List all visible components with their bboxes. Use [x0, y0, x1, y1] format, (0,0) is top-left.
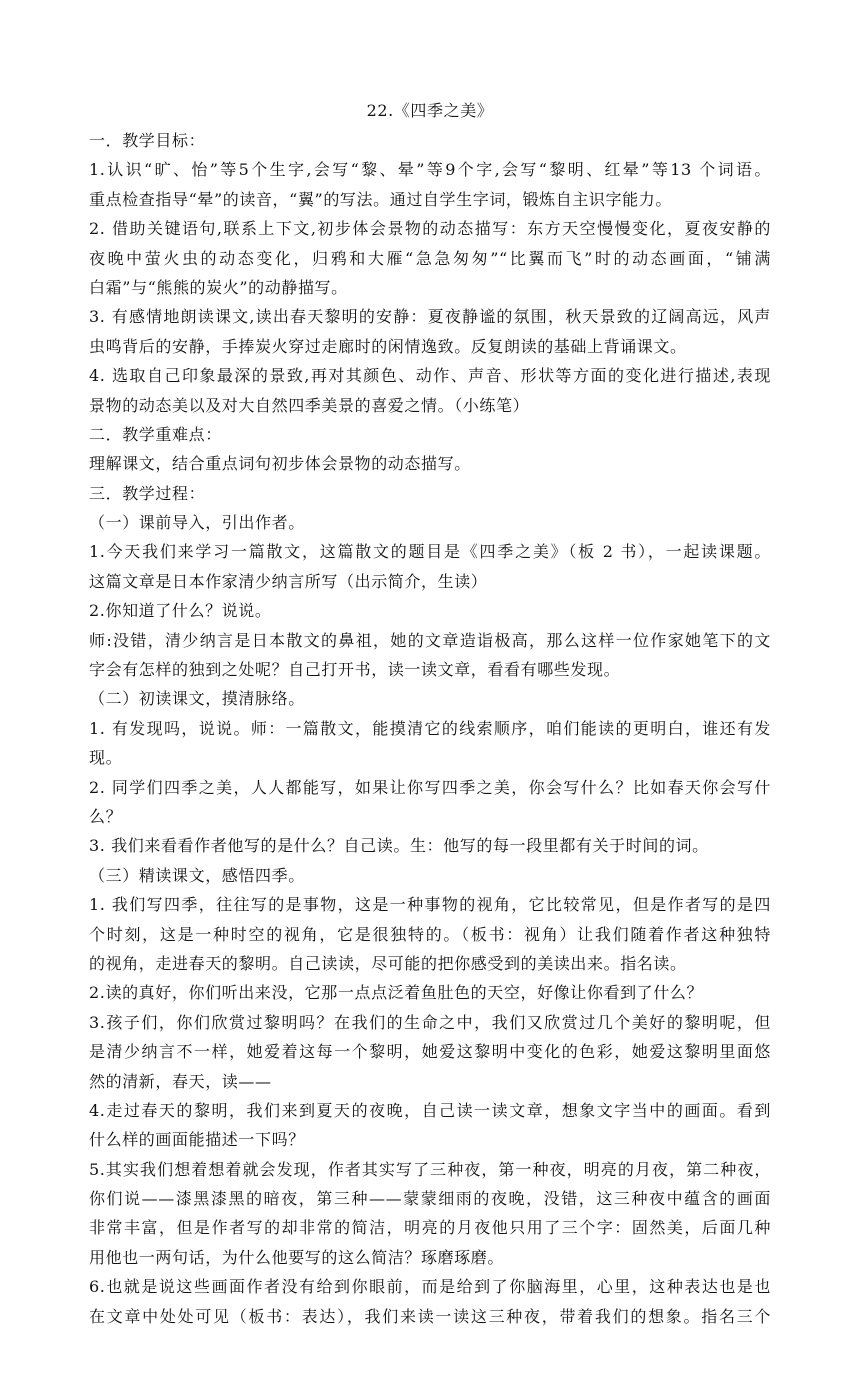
section-heading: 二．教学重难点： — [89, 424, 222, 444]
text-line: 虫鸣背后的安静，手捧炭火穿过走廊时的闲情逸致。反复朗读的基础上背诵课文。 — [89, 336, 687, 356]
text-line: 然的清新，春天，读—— — [89, 1071, 272, 1091]
text-line: 白霜”与“熊熊的炭火”的动静描写。 — [89, 277, 348, 297]
subsection-heading: （二）初读课文，摸清脉络。 — [89, 689, 305, 709]
text-line: 用他也一两句话，为什么他要写的这么简洁？琢磨琢磨。 — [89, 1247, 505, 1267]
text-line: 2.你知道了什么？说说。 — [89, 601, 272, 621]
text-line: 2.读的真好，你们听出来没，它那一点点泛着鱼肚色的天空，好像让你看到了什么？ — [89, 983, 704, 1003]
section-heading: 三．教学过程： — [89, 483, 206, 503]
text-line: 3.孩子们，你们欣赏过黎明吗？在我们的生命之中，我们又欣赏过几个美好的黎明呢，但 — [89, 1012, 771, 1032]
text-line: 夜晚中萤火虫的动态变化，归鸦和大雁“急急匆匆”“比翼而飞”时的动态画面，“铺满 — [89, 248, 771, 268]
text-line: 2. 同学们四季之美，人人都能写，如果让你写四季之美，你会写什么？比如春天你会写什 — [89, 777, 771, 797]
text-line: 师:没错，清少纳言是日本散文的鼻祖，她的文章造诣极高，那么这样一位作家她笔下的文 — [89, 630, 771, 650]
text-line: 3. 我们来看看作者他写的是什么？自己读。生：他写的每一段里都有关于时间的词。 — [89, 836, 709, 856]
text-line: 4.走过春天的黎明，我们来到夏天的夜晚，自己读一读文章，想象文字当中的画面。看到 — [89, 1100, 771, 1120]
text-line: 你们说——漆黑漆黑的暗夜，第三种——蒙蒙细雨的夜晚，没错，这三种夜中蕴含的画面 — [89, 1189, 771, 1209]
text-line: 4. 选取自己印象最深的景致,再对其颜色、动作、声音、形状等方面的变化进行描述,表现 — [89, 366, 771, 386]
text-line: 在文章中处处可见（板书：表达），我们来读一读这三种夜，带着我们的想象。指名三个 — [89, 1306, 771, 1326]
text-line: 这篇文章是日本作家清少纳言所写（出示简介，生读） — [89, 571, 488, 591]
text-line: 2. 借助关键语句,联系上下文,初步体会景物的动态描写：东方天空慢慢变化，夏夜安静的 — [89, 219, 771, 239]
text-line: 个时刻，这是一种时空的视角，它是很独特的。（板书：视角）让我们随着作者这种独特 — [89, 924, 771, 944]
text-line: 5.其实我们想着想着就会发现，作者其实写了三种夜，第一种夜，明亮的月夜，第二种夜， — [89, 1159, 771, 1179]
text-line: 1. 有发现吗，说说。师：一篇散文，能摸清它的线索顺序，咱们能读的更明白，谁还有发 — [89, 718, 771, 738]
text-line: 重点检查指导“晕”的读音，“翼”的写法。通过自学生字词，锻炼自主识字能力。 — [89, 189, 672, 209]
text-line: 现。 — [89, 748, 123, 768]
subsection-heading: （三）精读课文，感悟四季。 — [89, 865, 305, 885]
text-line: 1.今天我们来学习一篇散文，这篇散文的题目是《四季之美》（板 2 书），一起读课题。 — [89, 542, 771, 562]
text-line: 字会有怎样的独到之处呢？自己打开书，读一读文章，看看有哪些发现。 — [89, 660, 621, 680]
text-line: 6.也就是说这些画面作者没有给到你眼前，而是给到了你脑海里，心里，这种表达也是也 — [89, 1277, 771, 1297]
text-line: 1. 我们写四季，往往写的是事物，这是一种事物的视角，它比较常见，但是作者写的是四 — [89, 895, 771, 915]
text-line: 景物的动态美以及对大自然四季美景的喜爱之情。（小练笔） — [89, 395, 530, 415]
text-line: 么？ — [89, 806, 123, 826]
text-line: 1.认识“旷、怡”等5个生字,会写“黎、晕”等9个字,会写“黎明、红晕”等13 个词语。 — [89, 160, 771, 180]
document-title: 22.《四季之美》 — [366, 101, 494, 120]
text-line: 理解课文，结合重点词句初步体会景物的动态描写。 — [89, 454, 471, 474]
document-body — [89, 98, 771, 1331]
text-line: 是清少纳言不一样，她爱着这每一个黎明，她爱这黎明中变化的色彩，她爱这黎明里面悠 — [89, 1042, 771, 1062]
section-heading: 一．教学目标： — [89, 131, 206, 150]
text-line: 非常丰富，但是作者写的却非常的简洁，明亮的月夜他只用了三个字：固然美，后面几种 — [89, 1218, 771, 1238]
text-line: 什么样的画面能描述一下吗？ — [89, 1130, 305, 1150]
text-line: 的视角，走进春天的黎明。自己读读，尽可能的把你感受到的美读出来。指名读。 — [89, 953, 687, 973]
text-line: 3. 有感情地朗读课文,读出春天黎明的安静：夏夜静谧的氛围，秋天景致的辽阔高远，风声 — [89, 307, 771, 327]
subsection-heading: （一）课前导入，引出作者。 — [89, 513, 305, 533]
